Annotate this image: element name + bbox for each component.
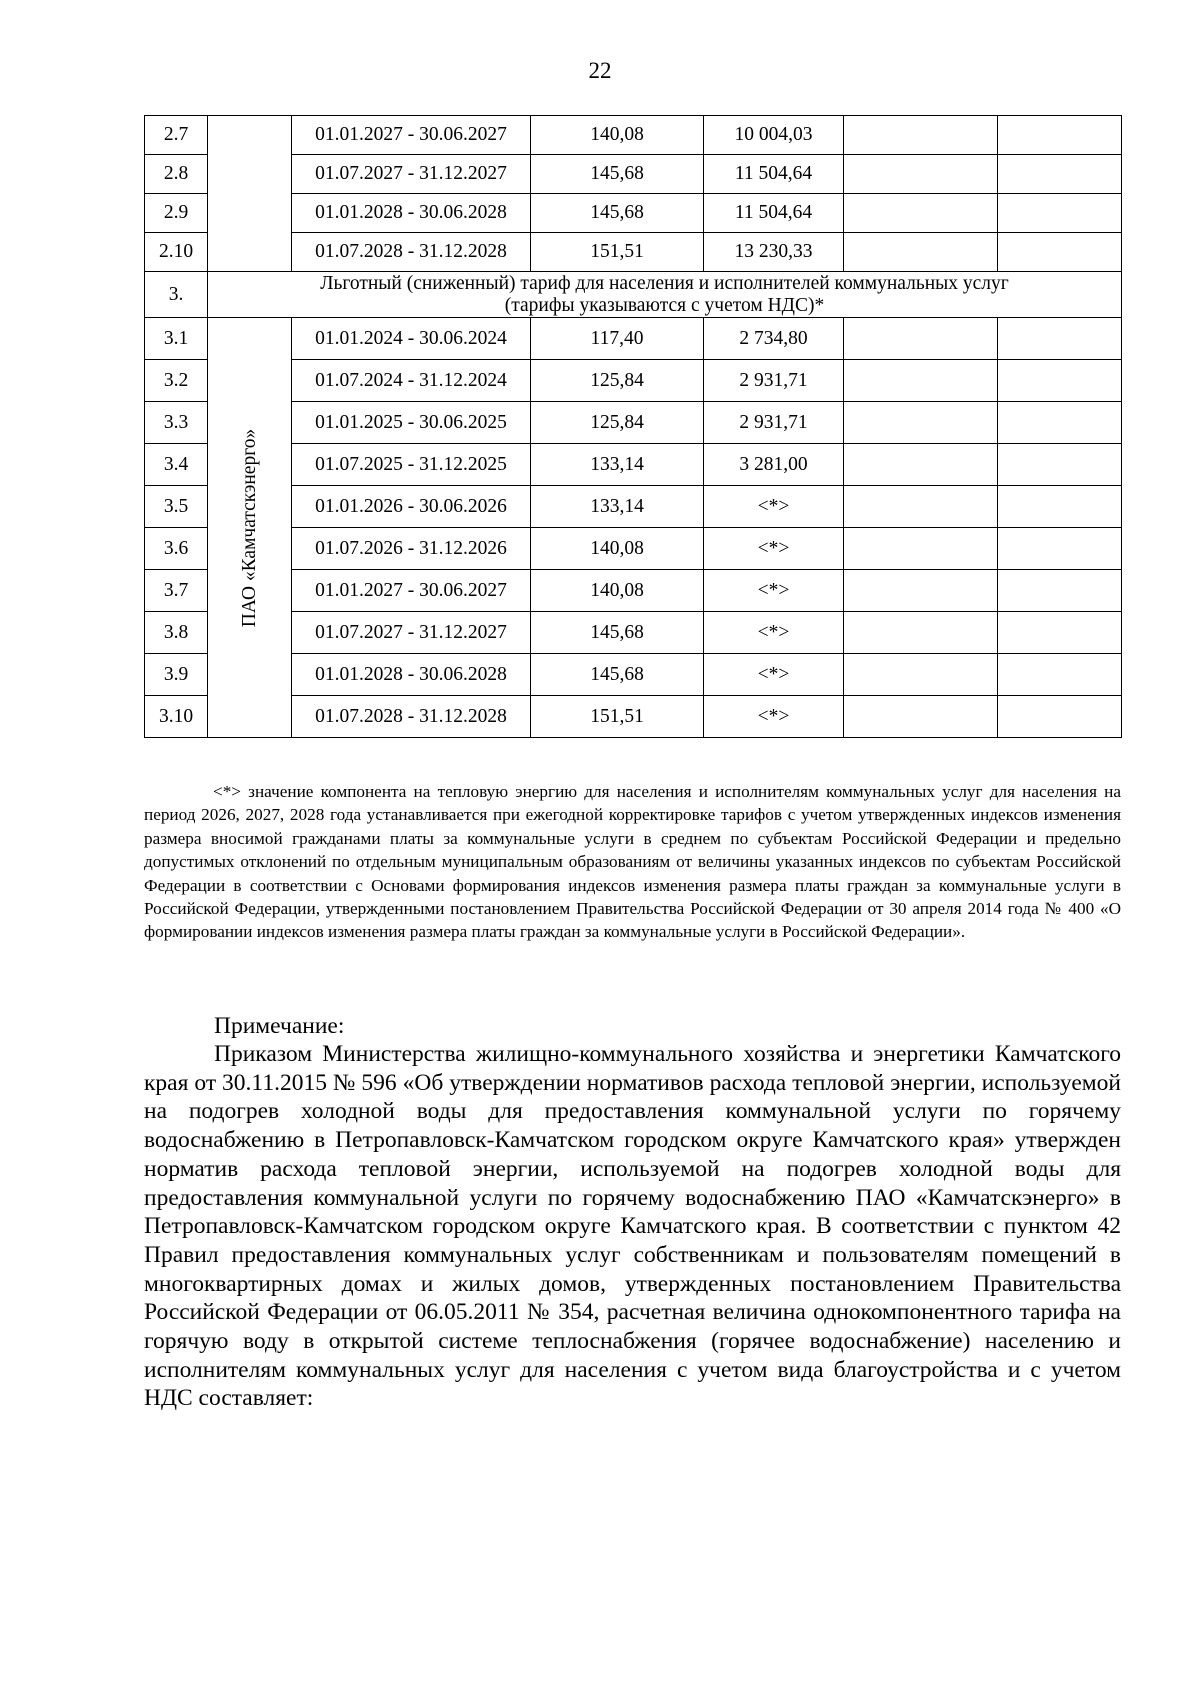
period-cell: 01.07.2024 - 31.12.2024 xyxy=(292,360,531,402)
section-header-row xyxy=(145,272,1122,318)
empty-cell xyxy=(998,360,1122,402)
empty-cell xyxy=(844,528,998,570)
period-cell: 01.07.2026 - 31.12.2026 xyxy=(292,528,531,570)
note-body: Приказом Министерства жилищно-коммунального хозяйства и энергетики Камчатского края от 30.11.2015 № 596 «Об утверждении нормативов расхода тепловой энергии, используемой на подогрев холодной воды для предоставления коммунальной услуги по горячему водоснабжению в Петропавловск-Камчатском городском округе Камчатского края» утвержден норматив расхода тепловой энергии, используемой на подогрев холодной воды для предоставления коммунальной услуги по горячему водоснабжению ПАО «Камчатскэнерго» в Петропавловск-Камчатском городском округе Камчатского края. В соответствии с пунктом 42 Правил предоставления коммунальных услуг собственникам и пользователям помещений в многоквартирных домах и жилых домов, утвержденных постановлением Правительства Российской Федерации от 06.05.2011 № 354, расчетная величина однокомпонентного тарифа на горячую воду в открытой системе теплоснабжения (горячее водоснабжение) населению и исполнителям коммунальных услуг для населения с учетом вида благоустройства и с учетом НДС составляет: xyxy=(144,1041,1121,1412)
period-cell: 01.01.2027 - 30.06.2027 xyxy=(292,570,531,612)
period-cell: 01.01.2028 - 30.06.2028 xyxy=(292,194,531,233)
value1-cell: 140,08 xyxy=(531,116,704,155)
row-number: 3.9 xyxy=(145,654,208,696)
period-cell: 01.01.2024 - 30.06.2024 xyxy=(292,318,531,360)
value2-cell: <*> xyxy=(704,528,844,570)
empty-cell xyxy=(998,116,1122,155)
row-number: 2.10 xyxy=(145,233,208,272)
empty-cell xyxy=(844,612,998,654)
period-cell: 01.07.2027 - 31.12.2027 xyxy=(292,612,531,654)
period-cell: 01.07.2025 - 31.12.2025 xyxy=(292,444,531,486)
empty-cell xyxy=(998,444,1122,486)
value1-cell: 125,84 xyxy=(531,402,704,444)
empty-cell xyxy=(844,318,998,360)
section-title-line2: (тарифы указываются с учетом НДС)* xyxy=(504,294,825,316)
company-cell xyxy=(208,116,292,272)
row-number: 3.3 xyxy=(145,402,208,444)
value1-cell: 117,40 xyxy=(531,318,704,360)
period-cell: 01.01.2028 - 30.06.2028 xyxy=(292,654,531,696)
row-number: 2.7 xyxy=(145,116,208,155)
note-heading: Примечание: xyxy=(214,1013,345,1039)
empty-cell xyxy=(998,402,1122,444)
value2-cell: <*> xyxy=(704,570,844,612)
empty-cell xyxy=(844,155,998,194)
period-cell: 01.01.2026 - 30.06.2026 xyxy=(292,486,531,528)
row-number: 3.4 xyxy=(145,444,208,486)
table-row xyxy=(145,318,1122,360)
empty-cell xyxy=(844,570,998,612)
period-cell: 01.01.2025 - 30.06.2025 xyxy=(292,402,531,444)
company-name: ПАО «Камчатскэнерго» xyxy=(238,428,260,627)
row-number: 3.6 xyxy=(145,528,208,570)
value2-cell: 10 004,03 xyxy=(704,116,844,155)
value2-cell: <*> xyxy=(704,696,844,738)
value2-cell: <*> xyxy=(704,654,844,696)
value2-cell: 2 931,71 xyxy=(704,360,844,402)
empty-cell xyxy=(998,155,1122,194)
empty-cell xyxy=(844,233,998,272)
row-number: 2.9 xyxy=(145,194,208,233)
empty-cell xyxy=(844,116,998,155)
value1-cell: 125,84 xyxy=(531,360,704,402)
value2-cell: 2 931,71 xyxy=(704,402,844,444)
value2-cell: <*> xyxy=(704,486,844,528)
empty-cell xyxy=(998,194,1122,233)
period-cell: 01.01.2027 - 30.06.2027 xyxy=(292,116,531,155)
row-number: 3.7 xyxy=(145,570,208,612)
value1-cell: 145,68 xyxy=(531,612,704,654)
value2-cell: <*> xyxy=(704,612,844,654)
footnote: <*> значение компонента на тепловую энергию для населения и исполнителям коммунальных услуг для населения на период 2026, 2027, 2028 года устанавливается при ежегодной корректировке тарифов с учетом утвержденных индексов изменения размера вносимой гражданами платы за коммунальные услуги в среднем по субъектам Российской Федерации и предельно допустимых отклонений по отдельным муниципальным образованиям от величины указанных индексов по субъектам Российской Федерации в соответствии с Основами формирования индексов изменения размера платы граждан за коммунальные услуги в Российской Федерации, утвержденными постановлением Правительства Российской Федерации от 30 апреля 2014 года № 400 «О формировании индексов изменения размера платы граждан за коммунальные услуги в Российской Федерации». xyxy=(144,782,1121,942)
empty-cell xyxy=(844,486,998,528)
empty-cell xyxy=(998,696,1122,738)
section-number: 3. xyxy=(145,272,208,318)
value1-cell: 145,68 xyxy=(531,155,704,194)
row-number: 3.5 xyxy=(145,486,208,528)
empty-cell xyxy=(998,233,1122,272)
empty-cell xyxy=(844,360,998,402)
empty-cell xyxy=(844,444,998,486)
value2-cell: 3 281,00 xyxy=(704,444,844,486)
value2-cell: 11 504,64 xyxy=(704,194,844,233)
empty-cell xyxy=(998,486,1122,528)
empty-cell xyxy=(844,696,998,738)
value1-cell: 140,08 xyxy=(531,528,704,570)
section-title-line1: Льготный (сниженный) тариф для населения и исполнителей коммунальных услуг xyxy=(320,272,1009,294)
row-number: 3.1 xyxy=(145,318,208,360)
section-title xyxy=(208,272,1122,318)
empty-cell xyxy=(998,318,1122,360)
row-number: 2.8 xyxy=(145,155,208,194)
value2-cell: 11 504,64 xyxy=(704,155,844,194)
value1-cell: 133,14 xyxy=(531,444,704,486)
table-row xyxy=(145,116,1122,155)
company-cell xyxy=(208,318,292,738)
empty-cell xyxy=(998,612,1122,654)
value1-cell: 151,51 xyxy=(531,233,704,272)
page-number: 22 xyxy=(588,58,612,83)
value1-cell: 140,08 xyxy=(531,570,704,612)
value2-cell: 2 734,80 xyxy=(704,318,844,360)
period-cell: 01.07.2028 - 31.12.2028 xyxy=(292,233,531,272)
value1-cell: 151,51 xyxy=(531,696,704,738)
row-number: 3.8 xyxy=(145,612,208,654)
value2-cell: 13 230,33 xyxy=(704,233,844,272)
period-cell: 01.07.2027 - 31.12.2027 xyxy=(292,155,531,194)
empty-cell xyxy=(844,654,998,696)
row-number: 3.2 xyxy=(145,360,208,402)
value1-cell: 145,68 xyxy=(531,194,704,233)
row-number: 3.10 xyxy=(145,696,208,738)
empty-cell xyxy=(844,402,998,444)
empty-cell xyxy=(998,570,1122,612)
empty-cell xyxy=(844,194,998,233)
value1-cell: 145,68 xyxy=(531,654,704,696)
value1-cell: 133,14 xyxy=(531,486,704,528)
period-cell: 01.07.2028 - 31.12.2028 xyxy=(292,696,531,738)
tariff-table xyxy=(144,115,1122,738)
empty-cell xyxy=(998,654,1122,696)
empty-cell xyxy=(998,528,1122,570)
